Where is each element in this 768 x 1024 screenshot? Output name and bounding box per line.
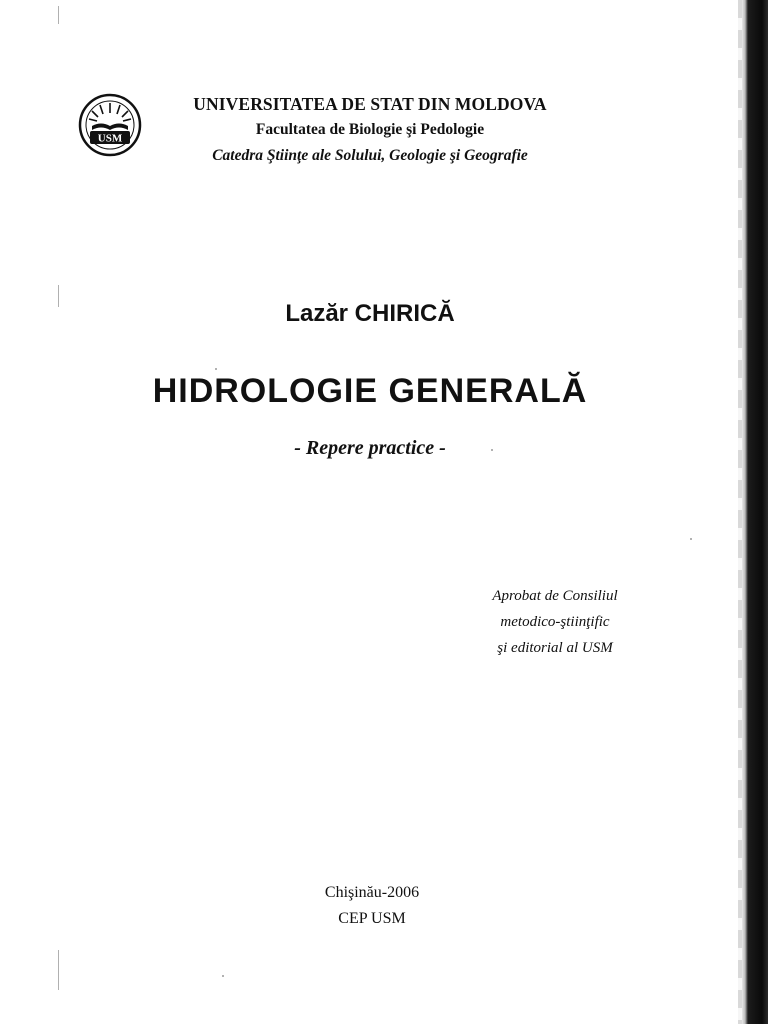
imprint	[262, 880, 482, 932]
book-title: HIDROLOGIE GENERALĂ	[152, 372, 588, 410]
book-subtitle: - Repere practice -	[294, 437, 446, 459]
department-name: Catedra Ştiinţe ale Solului, Geologie şi Geografie	[212, 147, 528, 164]
university-emblem-icon	[78, 93, 142, 157]
approval-line-3: şi editorial al USM	[497, 640, 613, 656]
scan-mark	[58, 950, 59, 990]
author-name: Lazăr CHIRICĂ	[285, 300, 455, 327]
scan-speck	[690, 538, 692, 540]
approval-line-2: metodico-ştiinţific	[500, 614, 610, 630]
scan-speck	[222, 975, 224, 977]
logo-text: USM	[97, 132, 123, 145]
place-year: Chişinău-2006	[324, 884, 420, 901]
publisher: CEP USM	[338, 910, 406, 927]
approval-line-1: Aprobat de Consiliul	[492, 588, 618, 604]
institution-header	[150, 92, 590, 168]
faculty-name: Facultatea de Biologie şi Pedologie	[255, 121, 485, 138]
university-name: UNIVERSITATEA DE STAT DIN MOLDOVA	[193, 94, 547, 114]
scan-mark	[58, 6, 59, 24]
scan-edge	[742, 0, 768, 1024]
approval-note	[470, 583, 640, 661]
scan-speck	[215, 368, 217, 370]
